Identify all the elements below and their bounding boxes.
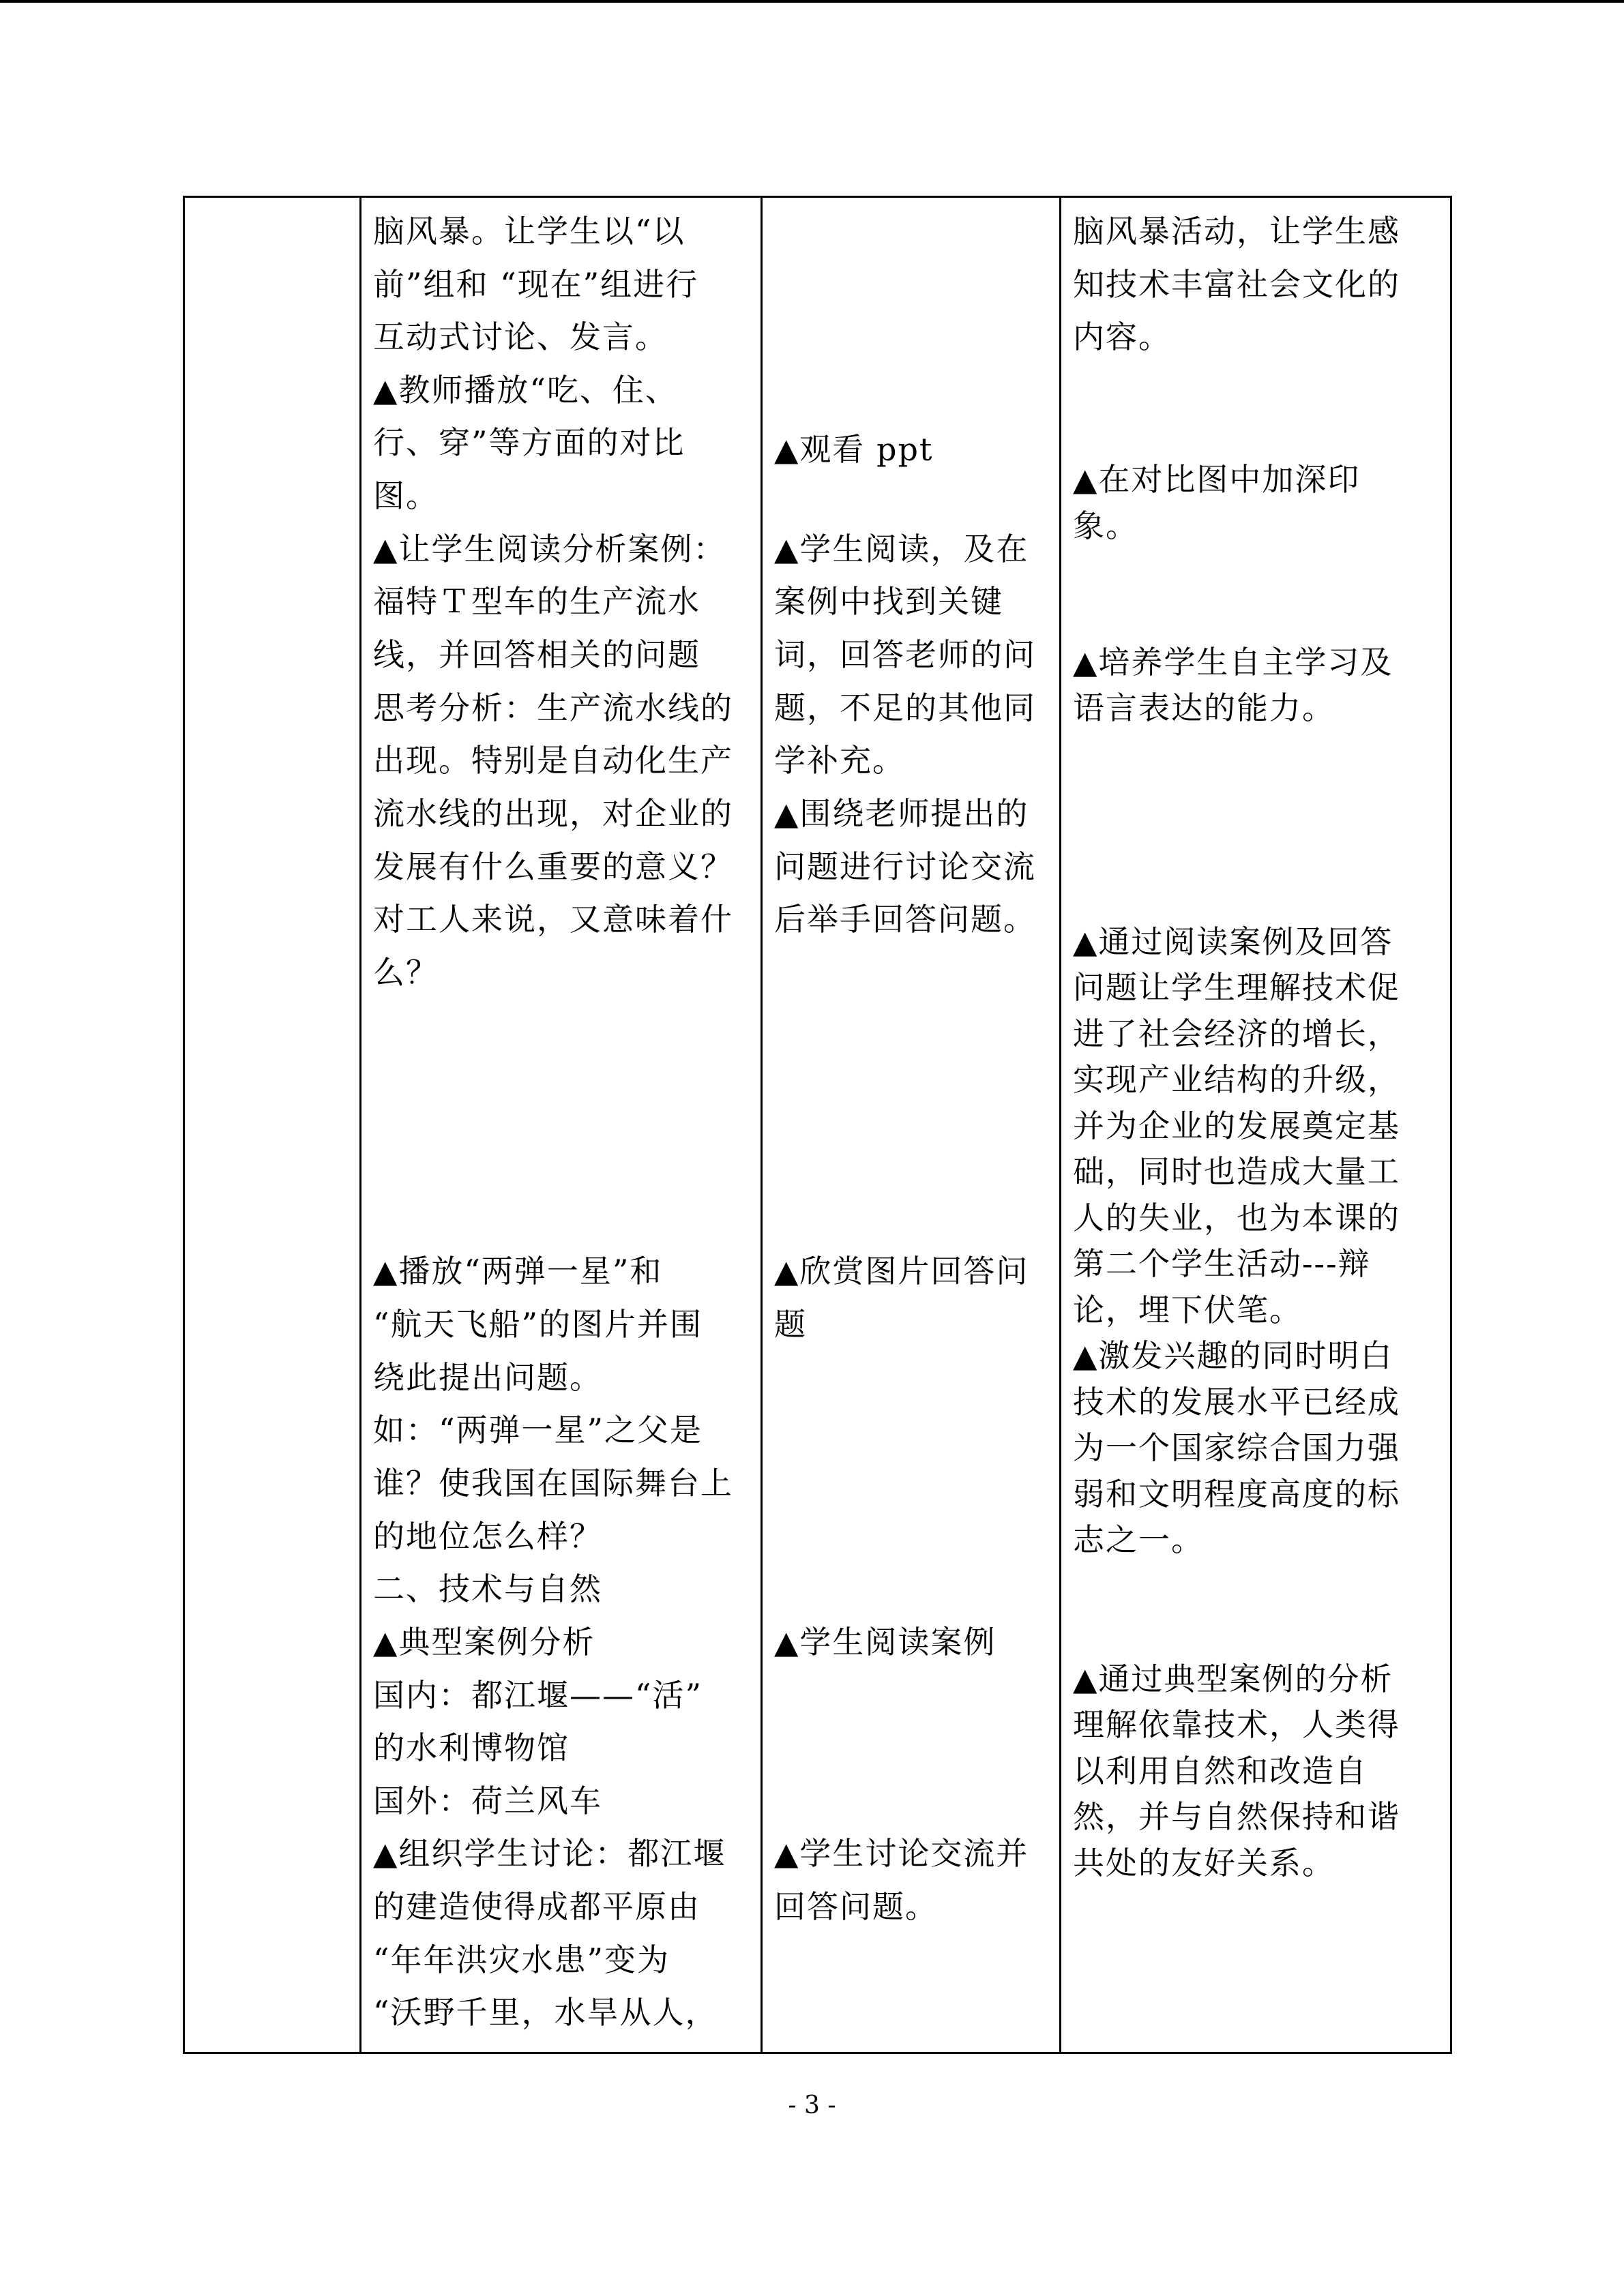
text-line: ▲组织学生讨论：都江堰 [373, 1835, 726, 1872]
text-line: 绕此提出问题。 [373, 1359, 602, 1396]
text-line: 如：“两弹一星”之父是 [373, 1412, 703, 1448]
text-line: 脑风暴活动，让学生感 [1073, 213, 1400, 250]
text-line: ▲学生阅读案例 [774, 1624, 996, 1660]
text-line: “年年洪灾水患”变为 [373, 1941, 670, 1978]
text-line: 题，不足的其他同 [774, 689, 1036, 726]
text-line: 发展有什么重要的意义？ [373, 848, 733, 885]
text-line: 后举手回答问题。 [774, 901, 1036, 938]
text-line: 志之一。 [1073, 1521, 1204, 1558]
text-line: 技术的发展水平已经成 [1073, 1384, 1400, 1420]
text-line: 谁？使我国在国际舞台上 [373, 1465, 733, 1502]
text-line: 理解依靠技术，人类得 [1073, 1706, 1400, 1743]
text-line: 的地位怎么样？ [373, 1518, 602, 1555]
text-line: 语言表达的能力。 [1073, 689, 1335, 726]
text-line: ▲激发兴趣的同时明白 [1073, 1337, 1393, 1374]
table-cell-teacher-activity [361, 197, 762, 2053]
text-line: 弱和文明程度高度的标 [1073, 1476, 1400, 1512]
text-line: ▲围绕老师提出的 [774, 795, 1029, 832]
text-line: 论，埋下伏笔。 [1073, 1292, 1302, 1328]
table-cell-student-activity [762, 197, 1061, 2053]
text-line: 进了社会经济的增长， [1073, 1015, 1400, 1052]
text-line: 实现产业结构的升级， [1073, 1061, 1400, 1098]
lesson-plan-table [183, 196, 1452, 2054]
text-line: 流水线的出现，对企业的 [373, 795, 733, 832]
text-line: 图。 [373, 477, 439, 514]
text-line: “沃野千里，水旱从人， [373, 1994, 718, 2031]
text-line: 共处的友好关系。 [1073, 1845, 1335, 1881]
text-line: 行、穿”等方面的对比 [373, 424, 685, 461]
text-line: ▲学生阅读，及在 [774, 531, 1029, 567]
text-line: 问题进行讨论交流 [774, 848, 1036, 885]
text-line: ▲欣赏图片回答问 [774, 1253, 1029, 1289]
text-line: ▲学生讨论交流并 [774, 1835, 1029, 1872]
text-line: ▲典型案例分析 [373, 1624, 595, 1660]
text-line: 词，回答老师的问 [774, 636, 1036, 673]
text-line: ▲让学生阅读分析案例： [373, 531, 726, 567]
text-line: 前”组和 “现在”组进行 [373, 266, 699, 303]
text-line: 为一个国家综合国力强 [1073, 1429, 1400, 1466]
text-line: 学补充。 [774, 742, 905, 779]
text-line: ▲通过阅读案例及回答 [1073, 923, 1393, 960]
section-heading: 二、技术与自然 [373, 1570, 602, 1607]
page-number: - 3 - [788, 2091, 836, 2119]
text-line: “航天飞船”的图片并围 [373, 1306, 703, 1343]
text-line: 福特Ｔ型车的生产流水 [373, 583, 700, 620]
text-line: 题 [774, 1306, 807, 1343]
text-line: 以利用自然和改造自 [1073, 1753, 1368, 1789]
text-line: 国外：荷兰风车 [373, 1783, 602, 1819]
table-cell-design-intent [1061, 197, 1451, 2053]
text-line: 内容。 [1073, 318, 1171, 355]
table-cell-stage [184, 197, 361, 2053]
text-line: 线，并回答相关的问题 [373, 636, 700, 673]
text-line: 问题让学生理解技术促 [1073, 969, 1400, 1006]
text-line: 人的失业，也为本课的 [1073, 1199, 1400, 1236]
text-line: 然，并与自然保持和谐 [1073, 1798, 1400, 1835]
text-line: 知技术丰富社会文化的 [1073, 266, 1400, 303]
text-line: 互动式讨论、发言。 [373, 318, 668, 355]
text-line: 国内：都江堰——“活” [373, 1677, 703, 1714]
table-row [184, 197, 1451, 2053]
text-line: 象。 [1073, 507, 1138, 544]
text-line: 的建造使得成都平原由 [373, 1888, 700, 1925]
text-line: ▲播放“两弹一星”和 [373, 1253, 663, 1289]
text-line: 回答问题。 [774, 1888, 938, 1925]
text-line: 的水利博物馆 [373, 1729, 570, 1766]
text-line: 第二个学生活动---辩 [1073, 1245, 1371, 1282]
text-line: 脑风暴。让学生以“以 [373, 213, 685, 250]
text-line: ▲教师播放“吃、住、 [373, 372, 678, 408]
text-line: ▲培养学生自主学习及 [1073, 644, 1393, 681]
text-line: 础，同时也造成大量工 [1073, 1153, 1400, 1190]
text-line: 对工人来说，又意味着什 [373, 901, 733, 938]
text-line: 出现。特别是自动化生产 [373, 742, 733, 779]
text-line: 思考分析：生产流水线的 [373, 689, 733, 726]
text-line: 么？ [373, 954, 439, 991]
text-line: ▲在对比图中加深印 [1073, 461, 1361, 498]
text-line: ▲通过典型案例的分析 [1073, 1660, 1393, 1697]
page-top-rule [0, 0, 1624, 3]
text-line: ▲观看 ppt [774, 431, 934, 468]
text-line: 案例中找到关键 [774, 583, 1003, 620]
text-line: 并为企业的发展奠定基 [1073, 1107, 1400, 1144]
